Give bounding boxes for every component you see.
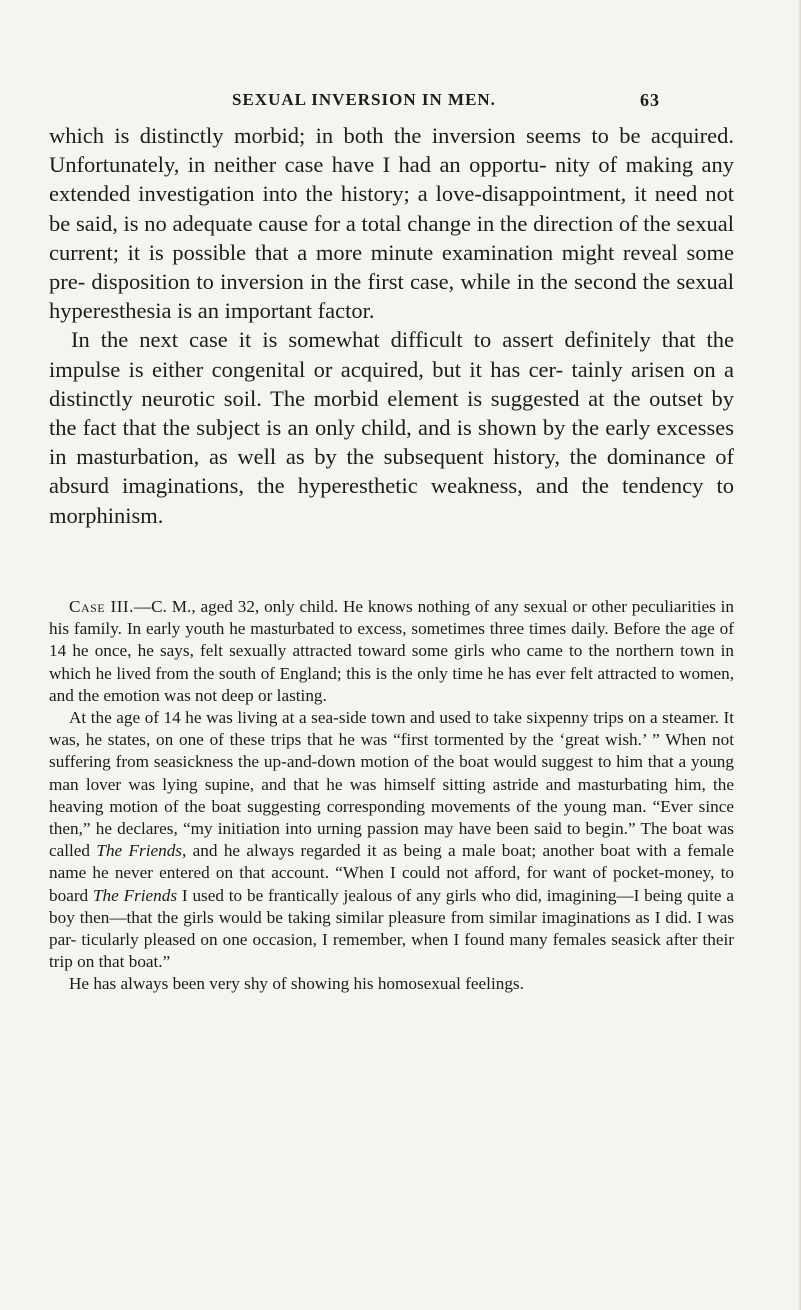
case-paragraph-2-text-c: I used to be frantically jealous of any girls who did, imagining—I being quite a boy then—that the girls would be taking similar pleasure from similar imaginations as I did. I was par- ticularly pleased on one occasion, I remember, when I found many females seasick after their trip on that boat.” <box>49 885 735 972</box>
case-paragraph-2-text-a: At the age of 14 he was living at a sea-side town and used to take sixpenny trips on a steamer. It was, he states, on one of these trips that he was “first tormented by the ‘great wish.’ ” When not suffering from seasickness the up-and-down motion of the boat would suggest to him that a young man lover was lying supine, and that he was himself sitting astride and masturbating him, the heaving motion of the boat suggesting corresponding movements of the young man. “Ever since then,” he declares, “my initiation into urning passion may have been said to begin.” The boat was called <box>49 708 734 861</box>
case-paragraph-1-text: —C. M., aged 32, only child. He knows nothing of any sexual or other peculiarities in his family. In early youth he masturbated to excess, sometimes three times daily. Before the age of 14 he once, he says, felt sexually attracted toward some girls who came to the northern town in which he lived from the south of England; this is the only time he has ever felt attracted to women, and the emotion was not deep or lasting. <box>49 597 735 705</box>
boat-name: The Friends <box>96 841 182 861</box>
case-paragraph-1 <box>49 596 734 707</box>
body-paragraph-1: which is distinctly morbid; in both the inversion seems to be acquired. Unfortunately, in neither case have I had an opportu- nity of making any extended investigation into the history; a love-disappointment, it need not be said, is no adequate cause for a total change in the direction of the sexual current; it is possible that a more minute examination might reveal some pre- disposition to inversion in the first case, while in the second the sexual hyperesthesia is an important factor. <box>49 123 734 324</box>
running-title: SEXUAL INVERSION IN MEN. <box>232 90 496 109</box>
main-text <box>49 121 734 530</box>
case-paragraph-3: He has always been very shy of showing his homosexual feelings. <box>69 974 524 994</box>
running-head <box>0 90 801 114</box>
body-paragraph-2: In the next case it is somewhat difficult to assert definitely that the impulse is either congenital or acquired, but it has cer- tainly arisen on a distinctly neurotic soil. The morbid element is suggested at the outset by the fact that the subject is an only child, and is shown by the early excesses in masturbation, as well as by the subsequent history, the dominance of absurd imaginations, the hyperesthetic weakness, and the tendency to morphinism. <box>49 327 734 528</box>
page-number: 63 <box>640 90 660 110</box>
case-paragraph-2-text-b: , and he always regarded it as being a male boat; another boat with a female name he never entered on that account. “When I could not afford, for want of pocket-money, to board <box>49 841 735 905</box>
boat-name: The Friends <box>92 885 178 905</box>
case-history <box>49 596 734 996</box>
case-paragraph-2 <box>49 707 734 973</box>
case-label: Case III. <box>69 597 134 616</box>
